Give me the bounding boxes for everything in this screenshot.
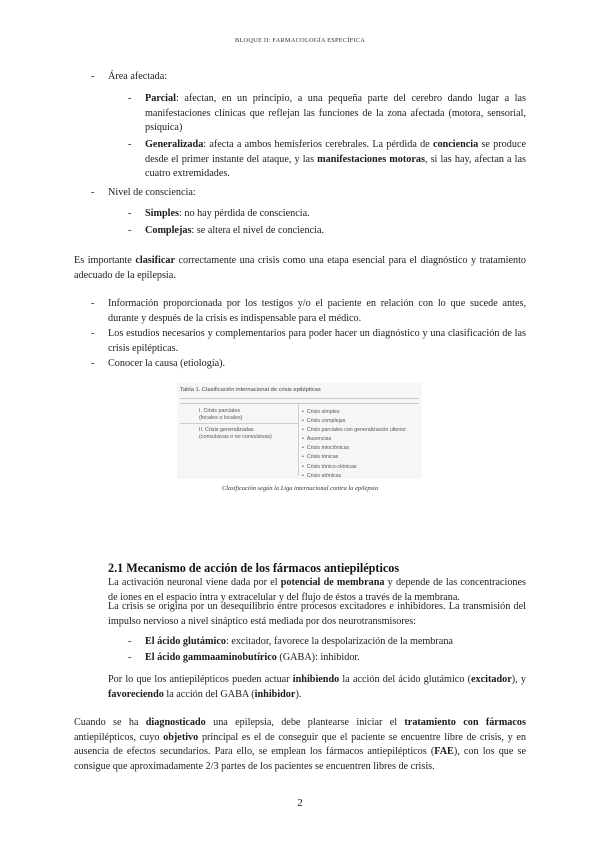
classification-table-figure <box>177 383 422 479</box>
list-item-complejas <box>145 224 526 239</box>
term-generalizada: Generalizada <box>145 139 204 150</box>
para-text: y depende de las concentraciones de iones en el espacio intra y extracelular y del flujo de éstos a través de la membrana. <box>108 577 526 603</box>
list-item-parcial <box>145 92 526 136</box>
simples-text: : no hay pérdida de consciencia. <box>178 208 310 219</box>
table-row-divider <box>180 423 298 424</box>
table-subtype: • Crisis simples <box>302 408 406 417</box>
list-item-gaba <box>145 651 526 666</box>
list-item-causa: Conocer la causa (etiología). <box>108 358 226 369</box>
para-text: la acción del GABA ( <box>163 688 255 700</box>
generalizada-text: , si las hay, afectan a las cuatro extremidades. <box>145 153 526 179</box>
term-potencial: potencial de membrana <box>280 577 385 588</box>
para-text: ). <box>295 688 302 700</box>
term-gaba: El ácido gammaaminobutírico <box>145 652 277 663</box>
term-simples: Simples <box>145 208 179 219</box>
para-text: La activación neuronal viene dada por el <box>108 577 281 588</box>
term-diagnosticado: diagnosticado <box>145 717 206 728</box>
para-text: antiepilépticos, cuyo <box>74 731 164 743</box>
table-subtype: • Crisis tónico-clónicas <box>302 463 406 472</box>
term-glutamico: El ácido glutámico <box>145 636 226 647</box>
paragraph-desequilibrio: La crisis se origina por un desequilibrio entre procesos excitadores e inhibidores. La transmisión del impulso nervioso a nivel sináptico está mediada por dos neurotransmisores: <box>108 601 526 627</box>
para-text: Es importante <box>74 255 136 266</box>
list-item-glutamico <box>145 635 526 650</box>
paragraph-clasificar <box>74 254 526 283</box>
table-cell: (convulsivas o no convulsivas) <box>199 434 272 440</box>
table-subtypes-list <box>302 408 406 481</box>
bullet-dash: - <box>91 187 95 198</box>
para-text: ), con los que se consigue que aproximadamente 2/3 partes de los pacientes se encuentren libres de crisis. <box>74 746 526 772</box>
table-subtype: • Crisis parciales con generalización ulterior <box>302 426 406 435</box>
bullet-dash: - <box>128 636 132 647</box>
bullet-dash: - <box>91 71 95 82</box>
table-rule <box>180 403 419 404</box>
generalizada-text: se produce desde el primer instante del ataque, y las <box>145 139 526 165</box>
bullet-dash: - <box>91 358 95 369</box>
term-tratamiento: tratamiento con fármacos <box>404 717 526 728</box>
table-group-parciales <box>199 408 242 422</box>
table-subtype: • Crisis tónicas <box>302 453 406 462</box>
bullet-dash: - <box>128 652 132 663</box>
table-column-divider <box>298 404 299 476</box>
bullet-dash: - <box>128 139 132 150</box>
figure-caption: Clasificación según la Liga internacional contra la epilepsia <box>221 485 379 492</box>
term-parcial: Parcial <box>145 93 176 104</box>
para-text: la acción del ácido glutámico ( <box>339 674 472 685</box>
complejas-text: : se altera el nivel de conciencia. <box>191 225 325 236</box>
section-heading: 2.1 Mecanismo de acción de los fármacos antiepilépticos <box>108 561 400 575</box>
list-item-area: Área afectada: <box>108 71 168 82</box>
bullet-dash: - <box>91 328 95 339</box>
bullet-dash: - <box>128 225 132 236</box>
paragraph-tratamiento <box>74 716 526 774</box>
bullet-dash: - <box>128 93 132 104</box>
table-cell: I. Crisis parciales <box>199 408 241 414</box>
running-header: BLOQUE II: FARMACOLOGÍA ESPECÍFICA <box>234 37 366 44</box>
parcial-text: : afectan, en un principio, a una pequeña parte del cerebro dando lugar a las manifestaciones clínicas que reflejan las funciones de la zona afectada (motora, sensorial, psíquica) <box>145 93 526 133</box>
term-inhibidor: inhibidor <box>254 688 296 700</box>
term-fae: FAE <box>434 746 454 757</box>
page-number: 2 <box>297 797 303 809</box>
para-text: Cuando se ha <box>74 717 146 728</box>
term-excitador: excitador <box>471 674 512 685</box>
para-text: ), y <box>511 674 526 685</box>
term-inhibiendo: inhibiendo <box>292 674 340 685</box>
term-conciencia: conciencia <box>432 139 479 150</box>
table-cell: (focales o locales) <box>199 415 243 421</box>
table-subtype: • Crisis complejas <box>302 417 406 426</box>
nt2-text: (GABA): inhibidor. <box>276 652 360 663</box>
table-title: Tabla 1. Clasificación internacional de crisis epilépticas <box>180 387 321 393</box>
para-text: correctamente una crisis como una etapa esencial para el diagnóstico y tratamiento adecuado de la epilepsia. <box>74 255 527 281</box>
term-complejas: Complejas <box>145 225 192 236</box>
term-favoreciendo: favoreciendo <box>108 688 164 700</box>
term-clasificar: clasificar <box>135 255 175 266</box>
term-motoras: manifestaciones motoras <box>317 153 425 165</box>
generalizada-text: : afecta a ambos hemisferios cerebrales. La pérdida de <box>203 139 433 150</box>
table-rule <box>180 398 419 399</box>
para-text: Por lo que los antiepilépticos pueden actuar <box>108 674 293 685</box>
table-group-generalizadas <box>199 427 272 441</box>
paragraph-antiepilepticos <box>108 673 526 702</box>
table-cell: II. Crisis generalizadas <box>199 427 254 433</box>
term-objetivo: objetivo <box>163 731 199 743</box>
para-text: una epilepsia, debe plantearse iniciar el <box>205 717 405 728</box>
list-item-generalizada <box>145 138 526 182</box>
table-subtype: • Ausencias <box>302 435 406 444</box>
nt1-text: : excitador, favorece la despolarización de la membrana <box>225 636 453 647</box>
bullet-dash: - <box>91 298 95 309</box>
table-subtype: • Crisis atónicas <box>302 472 406 481</box>
list-item-estudios: Los estudios necesarios y complementarios para poder hacer un diagnóstico y una clasificación de las crisis epilépticas. <box>108 328 526 354</box>
table-subtype: • Crisis mioclónicas <box>302 444 406 453</box>
list-item-simples <box>145 207 526 222</box>
list-item-nivel: Nivel de consciencia: <box>108 187 196 198</box>
para-text: principal es el de conseguir que el paciente se encuentre libre de crisis, y en ausencia de efectos secundarios. Para ello, se emplean los fármacos antiepilépticos ( <box>74 731 527 757</box>
list-item-informacion: Información proporcionada por los testigos y/o el paciente en relación con lo que sucede antes, durante y después de la crisis es indispensable para el médico. <box>108 298 526 324</box>
bullet-dash: - <box>128 208 132 219</box>
